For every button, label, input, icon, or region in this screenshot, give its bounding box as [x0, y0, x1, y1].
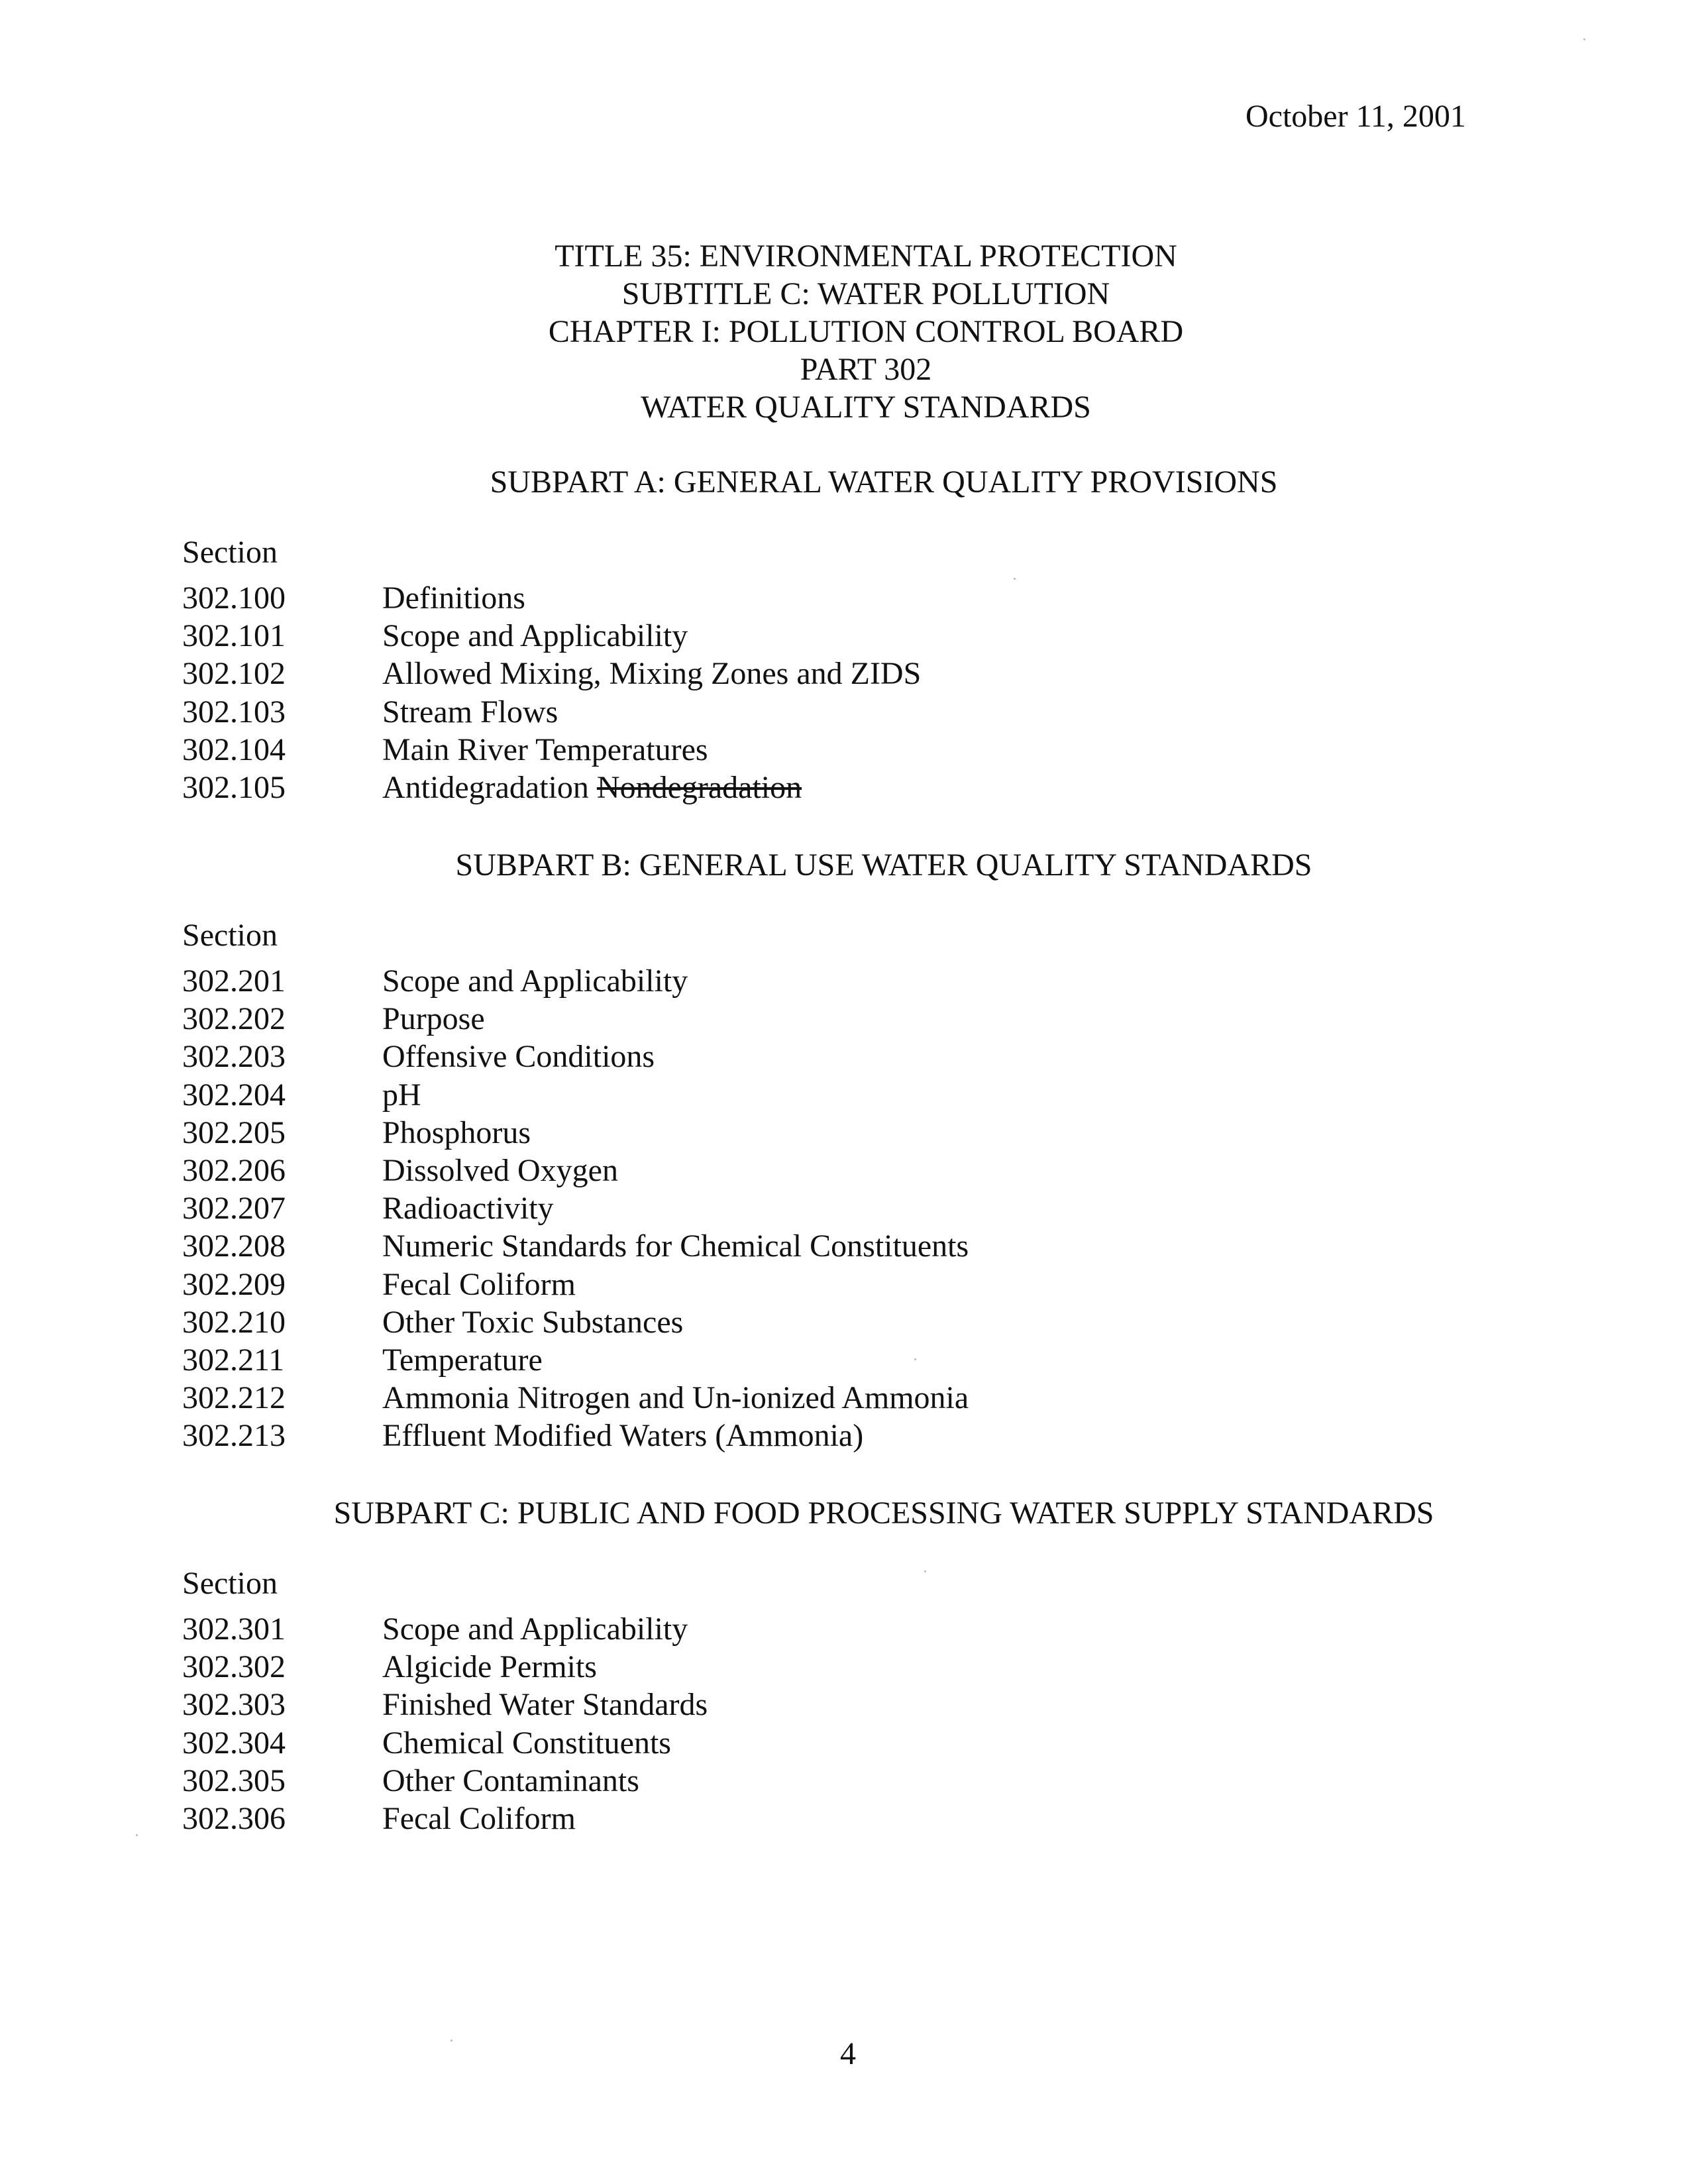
- section-title: Ammonia Nitrogen and Un-ionized Ammonia: [382, 1380, 969, 1416]
- part-line: PART 302: [800, 352, 932, 387]
- section-title: Effluent Modified Waters (Ammonia): [382, 1418, 864, 1454]
- document-heading: [0, 237, 1696, 426]
- section-number: 302.203: [182, 1039, 286, 1075]
- section-title: Phosphorus: [382, 1115, 531, 1150]
- section-title: Chemical Constituents: [382, 1725, 671, 1761]
- section-number: 302.202: [182, 1001, 286, 1037]
- section-number: 302.302: [182, 1649, 286, 1685]
- section-number: 302.101: [182, 618, 286, 654]
- section-number: 302.204: [182, 1077, 286, 1113]
- section-number: 302.105: [182, 769, 286, 805]
- struck-through-text: Nondegradation: [596, 769, 802, 805]
- section-entry: [182, 617, 921, 655]
- section-number: 302.304: [182, 1725, 286, 1761]
- section-title: Stream Flows: [382, 694, 558, 730]
- section-number: 302.104: [182, 732, 286, 767]
- section-number: 302.201: [182, 963, 286, 999]
- section-title: Radioactivity: [382, 1191, 554, 1227]
- section-entry: [182, 1379, 969, 1417]
- section-entry: [182, 1000, 969, 1038]
- section-entry: [182, 1724, 708, 1762]
- section-number: 302.213: [182, 1418, 286, 1454]
- section-entry: [182, 962, 969, 1000]
- subpart-b-section-label: Section: [182, 918, 278, 953]
- section-number: 302.305: [182, 1763, 286, 1798]
- section-number: 302.301: [182, 1611, 286, 1647]
- subpart-c-section-list: [182, 1610, 708, 1837]
- section-title: Antidegradation: [382, 769, 589, 805]
- section-number: 302.207: [182, 1191, 286, 1227]
- section-entry: [182, 1648, 708, 1686]
- section-title: Other Contaminants: [382, 1763, 639, 1798]
- section-number: 302.206: [182, 1152, 286, 1188]
- section-number: 302.103: [182, 694, 286, 730]
- section-entry: [182, 769, 921, 806]
- section-entry: [182, 1189, 969, 1227]
- section-entry: [182, 1686, 708, 1723]
- section-entry: [182, 731, 921, 769]
- section-entry: [182, 1227, 969, 1265]
- section-number: 302.211: [182, 1342, 285, 1378]
- section-title: pH: [382, 1077, 421, 1113]
- section-title: Scope and Applicability: [382, 963, 688, 999]
- subpart-b-section-list: [182, 962, 969, 1454]
- section-title: Offensive Conditions: [382, 1039, 655, 1075]
- section-title: Fecal Coliform: [382, 1266, 576, 1302]
- subpart-a-title: SUBPART A: GENERAL WATER QUALITY PROVISIONS: [490, 464, 1278, 500]
- subpart-a-section-label: Section: [182, 535, 278, 570]
- section-entry: [182, 655, 921, 692]
- subpart-a-section-list: [182, 579, 921, 806]
- scan-speck: [914, 1358, 916, 1360]
- part-name-line: WATER QUALITY STANDARDS: [641, 390, 1091, 425]
- document-date: October 11, 2001: [1246, 99, 1466, 134]
- section-number: 302.212: [182, 1380, 286, 1416]
- scan-speck: [450, 2040, 452, 2042]
- section-entry: [182, 1038, 969, 1075]
- section-title: Finished Water Standards: [382, 1687, 708, 1723]
- page-number: 4: [840, 2036, 856, 2071]
- section-entry: [182, 1266, 969, 1303]
- scan-speck: [1583, 38, 1585, 40]
- subpart-c-title: SUBPART C: PUBLIC AND FOOD PROCESSING WATER SUPPLY STANDARDS: [333, 1496, 1434, 1531]
- section-entry: [182, 1762, 708, 1800]
- section-entry: [182, 1417, 969, 1454]
- section-title: Definitions: [382, 580, 525, 616]
- title-line: TITLE 35: ENVIRONMENTAL PROTECTION: [555, 239, 1177, 274]
- section-entry: [182, 693, 921, 731]
- section-number: 302.306: [182, 1800, 286, 1836]
- subtitle-line: SUBTITLE C: WATER POLLUTION: [621, 276, 1110, 311]
- section-entry: [182, 1800, 708, 1837]
- section-title: Purpose: [382, 1001, 485, 1037]
- section-number: 302.102: [182, 656, 286, 692]
- section-number: 302.209: [182, 1266, 286, 1302]
- section-entry: [182, 1114, 969, 1152]
- subpart-c-section-label: Section: [182, 1566, 278, 1601]
- section-number: 302.100: [182, 580, 286, 616]
- section-title: Numeric Standards for Chemical Constituents: [382, 1228, 969, 1264]
- section-title: Temperature: [382, 1342, 543, 1378]
- section-entry: [182, 1341, 969, 1379]
- section-title: Other Toxic Substances: [382, 1304, 684, 1340]
- section-title: Fecal Coliform: [382, 1800, 576, 1836]
- scan-speck: [1014, 578, 1016, 580]
- section-number: 302.210: [182, 1304, 286, 1340]
- section-number: 302.208: [182, 1228, 286, 1264]
- section-title: Algicide Permits: [382, 1649, 597, 1685]
- section-entry: [182, 1076, 969, 1114]
- section-entry: [182, 1152, 969, 1189]
- section-title: Scope and Applicability: [382, 1611, 688, 1647]
- section-entry: [182, 579, 921, 617]
- section-title: Dissolved Oxygen: [382, 1152, 618, 1188]
- section-title: Allowed Mixing, Mixing Zones and ZIDS: [382, 656, 922, 692]
- section-title: Main River Temperatures: [382, 732, 708, 767]
- subpart-b-title: SUBPART B: GENERAL USE WATER QUALITY STANDARDS: [455, 847, 1312, 883]
- section-title: Scope and Applicability: [382, 618, 688, 654]
- section-entry: [182, 1610, 708, 1648]
- section-number: 302.303: [182, 1687, 286, 1723]
- scan-speck: [136, 1834, 138, 1836]
- chapter-line: CHAPTER I: POLLUTION CONTROL BOARD: [548, 314, 1184, 349]
- section-entry: [182, 1303, 969, 1341]
- section-number: 302.205: [182, 1115, 286, 1150]
- scan-speck: [924, 1570, 926, 1572]
